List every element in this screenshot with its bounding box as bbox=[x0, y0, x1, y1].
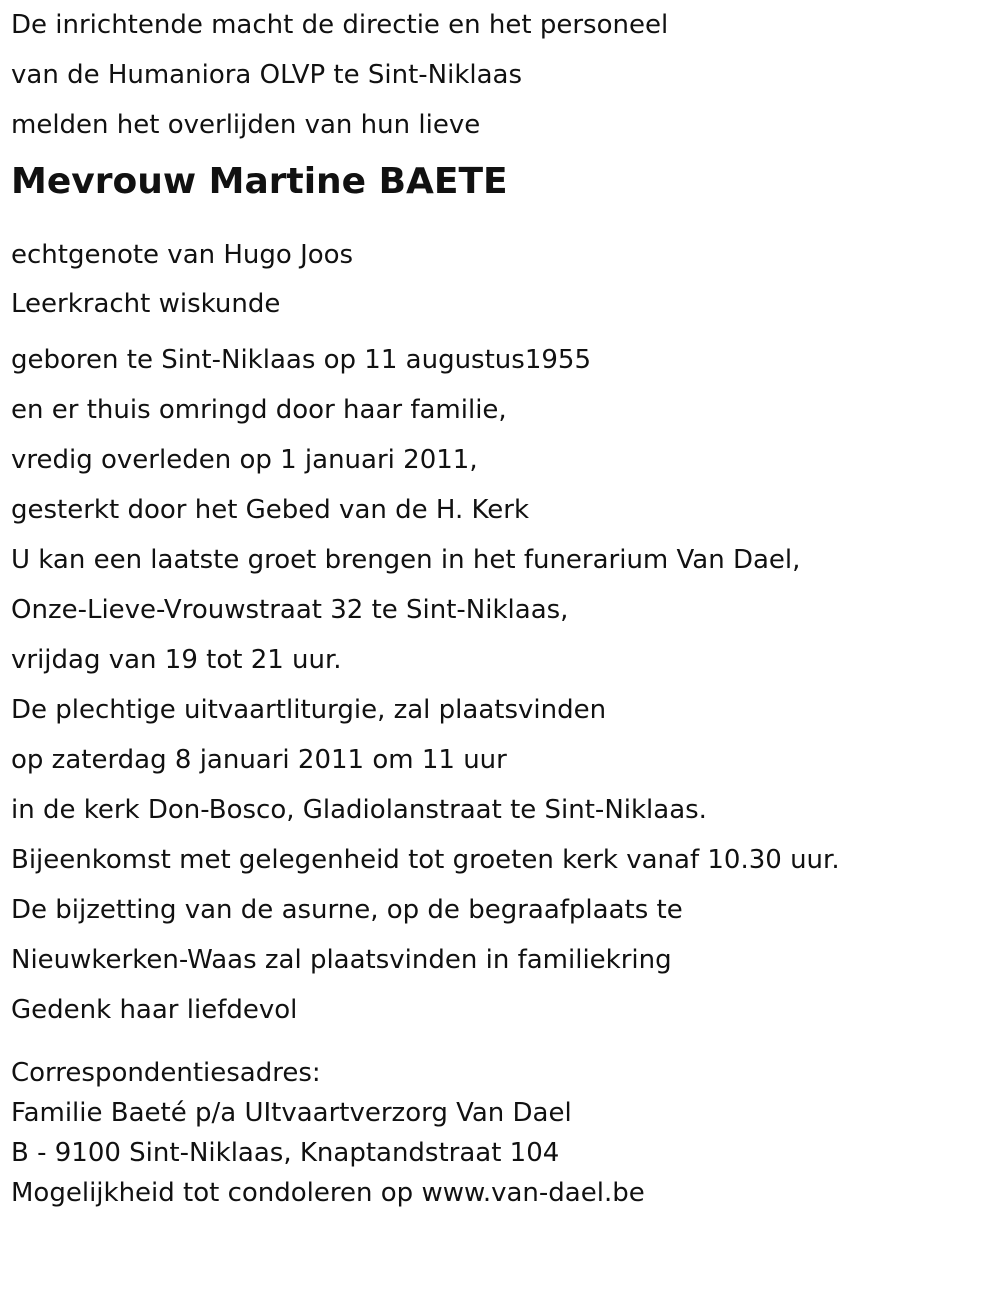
detail-line: Onze-Lieve-Vrouwstraat 32 te Sint-Niklaas, bbox=[11, 595, 569, 625]
intro-block bbox=[11, 0, 991, 138]
detail-line: vredig overleden op 1 januari 2011, bbox=[11, 445, 478, 475]
detail-line: De bijzetting van de asurne, op de begraafplaats te bbox=[11, 895, 683, 925]
detail-line: geboren te Sint-Niklaas op 11 augustus1955 bbox=[11, 345, 591, 375]
detail-line: Bijeenkomst met gelegenheid tot groeten kerk vanaf 10.30 uur. bbox=[11, 845, 840, 875]
detail-line: en er thuis omringd door haar familie, bbox=[11, 395, 507, 425]
spouse-line: echtgenote van Hugo Joos bbox=[11, 240, 354, 270]
occupation-line: Leerkracht wiskunde bbox=[11, 289, 281, 319]
correspondence-line: B - 9100 Sint-Niklaas, Knaptandstraat 104 bbox=[11, 1138, 560, 1168]
detail-line: De plechtige uitvaartliturgie, zal plaatsvinden bbox=[11, 695, 607, 725]
intro-line: De inrichtende macht de directie en het personeel bbox=[11, 10, 669, 40]
detail-line: Gedenk haar liefdevol bbox=[11, 995, 298, 1025]
detail-line: U kan een laatste groet brengen in het funerarium Van Dael, bbox=[11, 545, 801, 575]
detail-line: op zaterdag 8 januari 2011 om 11 uur bbox=[11, 745, 507, 775]
relation-block bbox=[11, 242, 991, 317]
detail-line: vrijdag van 19 tot 21 uur. bbox=[11, 645, 342, 675]
detail-line: in de kerk Don-Bosco, Gladiolanstraat te Sint-Niklaas. bbox=[11, 795, 707, 825]
correspondence-heading: Correspondentiesadres: bbox=[11, 1058, 321, 1088]
obituary-notice bbox=[11, 0, 991, 1220]
detail-line: gesterkt door het Gebed van de H. Kerk bbox=[11, 495, 530, 525]
correspondence-block bbox=[11, 1060, 991, 1206]
condolence-line: Mogelijkheid tot condoleren op www.van-dael.be bbox=[11, 1178, 645, 1208]
correspondence-line: Familie Baeté p/a UItvaartverzorg Van Dael bbox=[11, 1098, 572, 1128]
intro-line: melden het overlijden van hun lieve bbox=[11, 110, 481, 140]
intro-line: van de Humaniora OLVP te Sint-Niklaas bbox=[11, 60, 523, 90]
detail-line: Nieuwkerken-Waas zal plaatsvinden in familiekring bbox=[11, 945, 672, 975]
details-block bbox=[11, 347, 991, 1023]
deceased-name: Mevrouw Martine BAETE bbox=[11, 161, 508, 202]
